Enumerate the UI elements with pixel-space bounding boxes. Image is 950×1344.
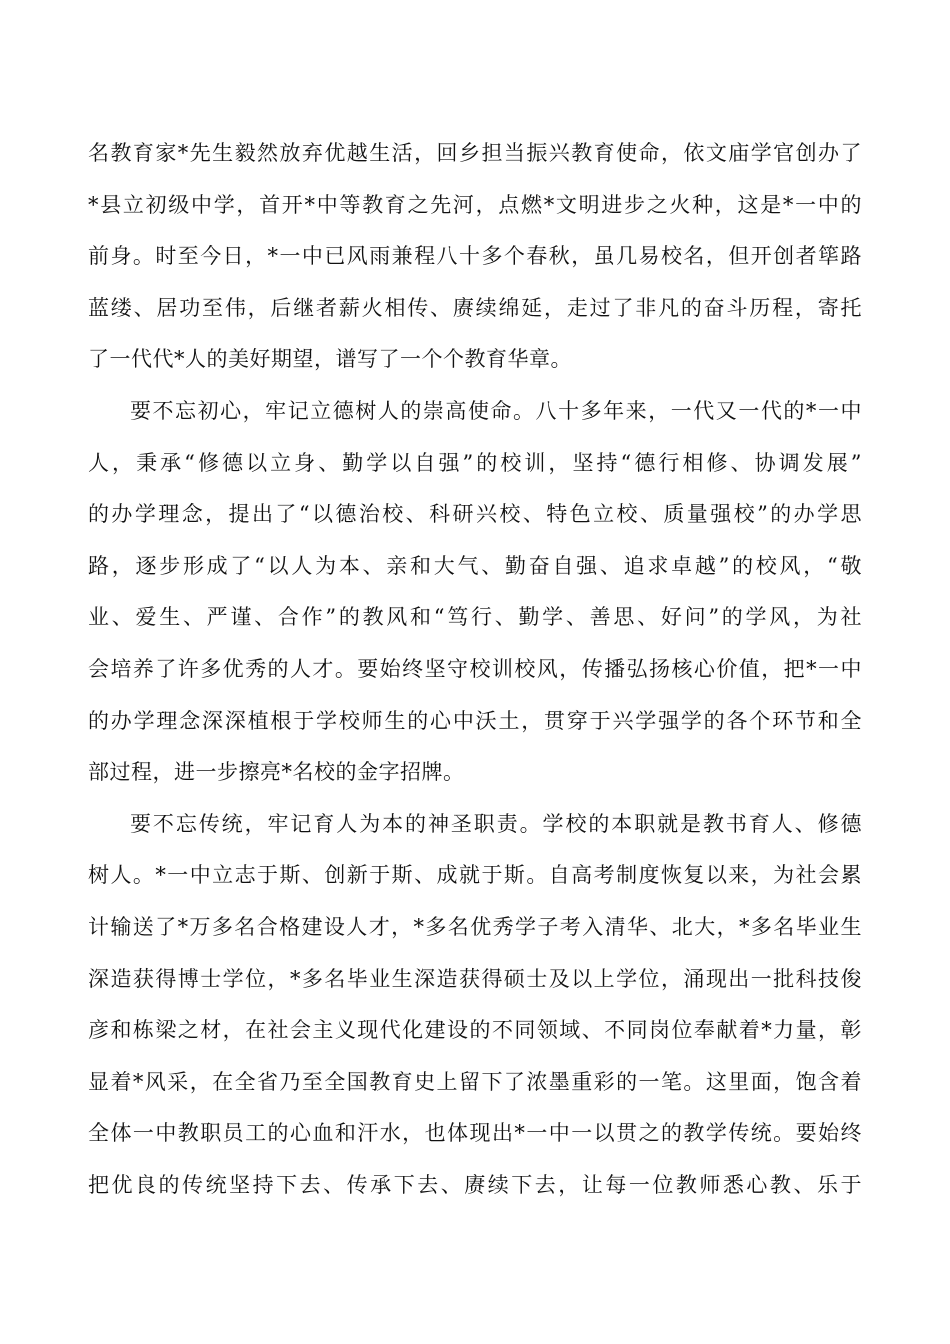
body-line: 树人。*一中立志于斯、创新于斯、成就于斯。自高考制度恢复以来，为社会累 xyxy=(88,863,862,888)
body-line: 人，秉承“修德以立身、勤学以自强”的校训，坚持“德行相修、协调发展” xyxy=(88,450,862,475)
body-line: 前身。时至今日，*一中已风雨兼程八十多个春秋，虽几易校名，但开创者筚路 xyxy=(88,244,862,269)
body-line: 蓝缕、居功至伟，后继者薪火相传、赓续绵延，走过了非凡的奋斗历程，寄托 xyxy=(88,295,862,320)
document-body xyxy=(88,128,862,1211)
body-line: 路，逐步形成了“以人为本、亲和大气、勤奋自强、追求卓越”的校风，“敬 xyxy=(88,553,862,578)
body-line: 业、爱生、严谨、合作”的教风和“笃行、勤学、善思、好问”的学风，为社 xyxy=(88,605,862,630)
body-line: 把优良的传统坚持下去、传承下去、赓续下去，让每一位教师悉心教、乐于 xyxy=(88,1172,862,1197)
body-line: 会培养了许多优秀的人才。要始终坚守校训校风，传播弘扬核心价值，把*一中 xyxy=(88,656,862,681)
body-line: 的办学理念深深植根于学校师生的心中沃土，贯穿于兴学强学的各个环节和全 xyxy=(88,708,862,733)
body-line: 名教育家*先生毅然放弃优越生活，回乡担当振兴教育使命，依文庙学官创办了 xyxy=(88,141,862,165)
body-line: 部过程，进一步擦亮*名校的金字招牌。 xyxy=(88,760,465,785)
body-line: 计输送了*万多名合格建设人才，*多名优秀学子考入清华、北大，*多名毕业生 xyxy=(88,914,862,939)
body-line: 的办学理念，提出了“以德治校、科研兴校、特色立校、质量强校”的办学思 xyxy=(88,502,862,527)
body-line: 了一代代*人的美好期望，谱写了一个个教育华章。 xyxy=(88,347,572,372)
body-line: 全体一中教职员工的心血和汗水，也体现出*一中一以贯之的教学传统。要始终 xyxy=(88,1121,862,1146)
paragraph-first-line: 要不忘初心，牢记立德树人的崇高使命。八十多年来，一代又一代的*一中 xyxy=(130,398,862,423)
body-line: *县立初级中学，首开*中等教育之先河，点燃*文明进步之火种，这是*一中的 xyxy=(88,192,862,217)
body-line: 深造获得博士学位，*多名毕业生深造获得硕士及以上学位，涌现出一批科技俊 xyxy=(88,966,862,991)
body-line: 彦和栋梁之材，在社会主义现代化建设的不同领域、不同岗位奉献着*力量，彰 xyxy=(88,1018,862,1043)
paragraph-first-line: 要不忘传统，牢记育人为本的神圣职责。学校的本职就是教书育人、修德 xyxy=(130,811,862,836)
body-line: 显着*风采，在全省乃至全国教育史上留下了浓墨重彩的一笔。这里面，饱含着 xyxy=(88,1069,862,1094)
